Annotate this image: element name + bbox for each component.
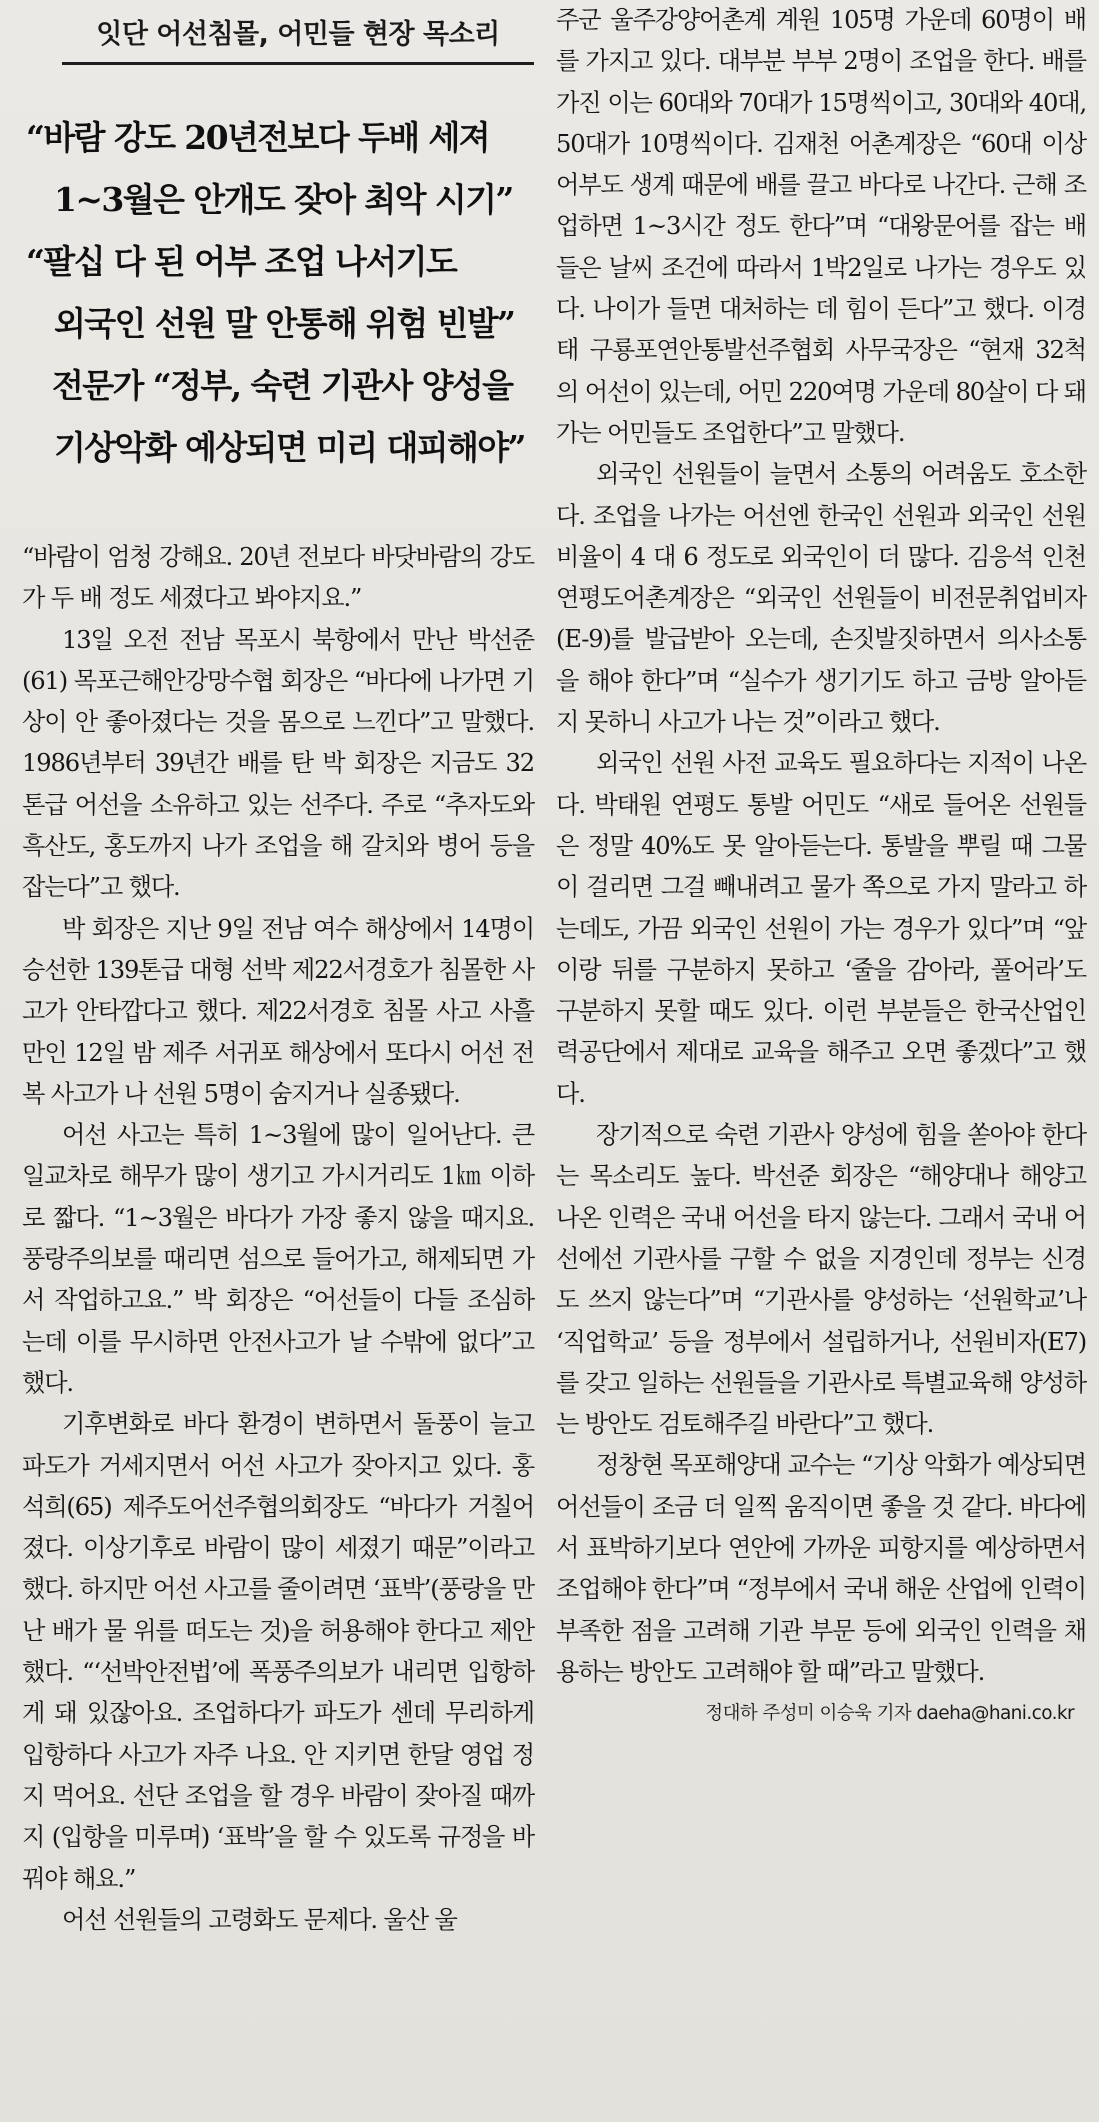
kicker: 잇단 어선침몰, 어민들 현장 목소리 xyxy=(96,18,500,50)
paragraph: 외국인 선원 사전 교육도 필요하다는 지적이 나온다. 박태원 연평도 통발 어민도 “새로 들어온 선원들은 정말 40%도 못 알아듣는다. 통발을 뿌릴 때 그물이 걸리면 그걸 빼내려고 물가 쪽으로 가지 말라고 하는데도, 가끔 외국인 선원이 가는 경우가 있다”며 “앞이랑 뒤를 구분하지 못하고 ‘줄을 감아라, 풀어라’도 구분하지 못할 때도 있다. 이런 부분들은 한국산업인력공단에서 제대로 교육을 해주고 오면 좋겠다”고 했다. xyxy=(556,749,1086,1108)
paragraph: 박 회장은 지난 9일 전남 여수 해상에서 14명이 승선한 139톤급 대형 선박 제22서경호가 침몰한 사고가 안타깝다고 했다. 제22서경호 침몰 사고 사흘 만인 12일 밤 제주 서귀포 해상에서 또다시 어선 전복 사고가 나 선원 5명이 숨지거나 실종됐다. xyxy=(22,914,534,1108)
kicker-bar xyxy=(62,0,534,65)
headline-line-1: “바람 강도 20년전보다 두배 세져 xyxy=(26,118,489,157)
article-body-right xyxy=(556,0,1086,1693)
paragraph: 외국인 선원들이 늘면서 소통의 어려움도 호소한다. 조업을 나가는 어선엔 한국인 선원과 외국인 선원 비율이 4 대 6 정도로 외국인이 더 많다. 김응석 인천 연평도어촌계장은 “외국인 선원들이 비전문취업비자(E-9)를 발급받아 오는데, 손짓발짓하면서 의사소통을 해야 한다”며 “실수가 생기기도 하고 금방 알아듣지 못하니 사고가 나는 것”이라고 했다. xyxy=(556,460,1086,737)
headline-line-5: 전문가 “정부, 숙련 기관사 양성을 xyxy=(52,366,513,405)
paragraph: 주군 울주강양어촌계 계원 105명 가운데 60명이 배를 가지고 있다. 대부분 부부 2명이 조업을 한다. 배를 가진 이는 60대와 70대가 15명씩이고, 30대와 40대, 50대가 10명씩이다. 김재천 어촌계장은 “60대 이상 어부도 생계 때문에 배를 끌고 바다로 나간다. 근해 조업하면 1~3시간 정도 한다”며 “대왕문어를 잡는 배들은 날씨 조건에 따라서 1박2일로 나가는 경우도 있다. 나이가 들면 대처하는 데 힘이 든다”고 했다. 이경태 구룡포연안통발선주협회 사무국장은 “현재 32척의 어선이 있는데, 어민 220여명 가운데 80살이 다 돼가는 어민들도 조업한다”고 말했다. xyxy=(556,6,1086,447)
headline-block xyxy=(22,107,534,479)
paragraph: 장기적으로 숙련 기관사 양성에 힘을 쏟아야 한다는 목소리도 높다. 박선준 회장은 “해양대나 해양고 나온 인력은 국내 어선을 타지 않는다. 그래서 국내 어선에선 기관사를 구할 수 없을 지경인데 정부는 신경도 쓰지 않는다”며 “기관사를 양성하는 ‘선원학교’나 ‘직업학교’ 등을 정부에서 설립하거나, 선원비자(E7)를 갖고 일하는 선원들을 기관사로 특별교육해 양성하는 방안도 검토해주길 바란다”고 했다. xyxy=(556,1121,1086,1439)
headline-line-6: 기상악화 예상되면 미리 대피해야” xyxy=(54,428,525,467)
paragraph: 정창현 목포해양대 교수는 “기상 악화가 예상되면 어선들이 조금 더 일찍 움직이면 좋을 것 같다. 바다에서 표박하기보다 연안에 가까운 피항지를 예상하면서 조업해야 한다”며 “정부에서 국내 해운 산업에 인력이 부족한 점을 고려해 기관 부문 등에 외국인 인력을 채용하는 방안도 고려해야 할 때”라고 말했다. xyxy=(556,1451,1086,1686)
paragraph: 어선 선원들의 고령화도 문제다. 울산 울 xyxy=(62,1905,457,1934)
paragraph: 기후변화로 바다 환경이 변하면서 돌풍이 늘고 파도가 거세지면서 어선 사고가 잦아지고 있다. 홍석희(65) 제주도어선주협의회장도 “바다가 거칠어졌다. 이상기후로 바람이 많이 세졌기 때문”이라고 했다. 하지만 어선 사고를 줄이려면 ‘표박’(풍랑을 만난 배가 물 위를 떠도는 것)을 허용해야 한다고 제안했다. “‘선박안전법’에 폭풍주의보가 내리면 입항하게 돼 있잖아요. 조업하다가 파도가 센데 무리하게 입항하다 사고가 자주 나요. 안 지키면 한달 영업 정지 먹어요. 선단 조업을 할 경우 바람이 잦아질 때까지 (입항을 미루며) ‘표박’을 할 수 있도록 규정을 바꿔야 해요.” xyxy=(22,1410,534,1893)
paragraph: “바람이 엄청 강해요. 20년 전보다 바닷바람의 강도가 두 배 정도 세졌다고 봐야지요.” xyxy=(22,543,534,613)
right-column xyxy=(556,0,1086,1725)
headline-line-3: “팔십 다 된 어부 조업 나서기도 xyxy=(26,242,457,281)
article-body-left xyxy=(22,537,534,1941)
left-column xyxy=(22,0,534,1941)
headline-line-4: 외국인 선원 말 안통해 위험 빈발” xyxy=(54,304,515,343)
paragraph: 13일 오전 전남 목포시 북항에서 만난 박선준(61) 목포근해안강망수협 회장은 “바다에 나가면 기상이 안 좋아졌다는 것을 몸으로 느낀다”고 말했다. 1986년부터 39년간 배를 탄 박 회장은 지금도 32톤급 어선을 소유하고 있는 선주다. 주로 “추자도와 흑산도, 홍도까지 나가 조업을 해 갈치와 병어 등을 잡는다”고 했다. xyxy=(22,625,534,902)
paragraph: 어선 사고는 특히 1~3월에 많이 일어난다. 큰 일교차로 해무가 많이 생기고 가시거리도 1㎞ 이하로 짧다. “1~3월은 바다가 가장 좋지 않을 때지요. 풍랑주의보를 때리면 섬으로 들어가고, 해제되면 가서 작업하고요.” 박 회장은 “어선들이 다들 조심하는데 이를 무시하면 안전사고가 날 수밖에 없다”고 했다. xyxy=(22,1121,534,1397)
byline: 정대하 주성미 이승욱 기자 daeha@hani.co.kr xyxy=(705,1703,1074,1725)
headline-line-2: 1~3월은 안개도 잦아 최악 시기” xyxy=(54,180,513,219)
